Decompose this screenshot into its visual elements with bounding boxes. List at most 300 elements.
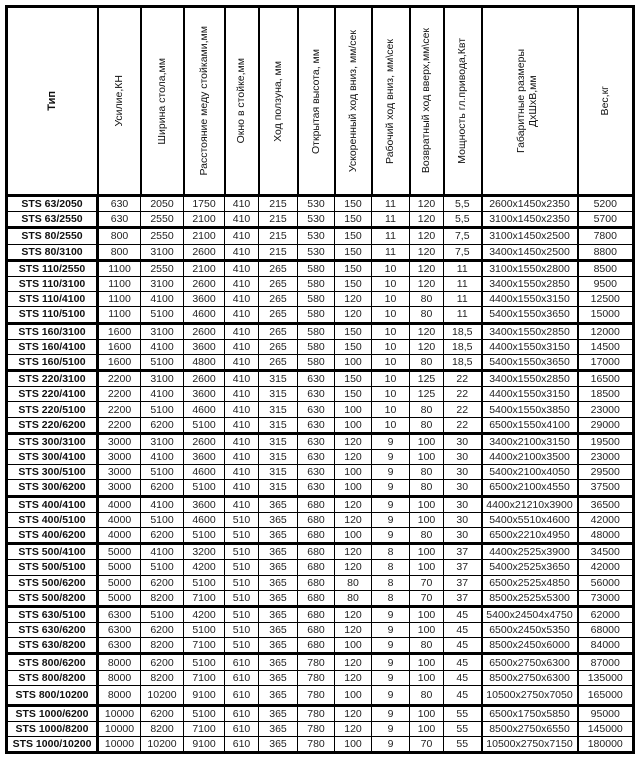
- power-cell: 22: [444, 402, 482, 417]
- working-speed-cell: 9: [372, 465, 410, 480]
- stroke-cell: 365: [259, 670, 298, 685]
- working-speed-cell: 10: [372, 371, 410, 387]
- type-cell: STS 500/6200: [7, 575, 98, 590]
- power-cell: 11: [444, 307, 482, 323]
- rapid-speed-cell: 100: [335, 417, 372, 433]
- stroke-cell: 265: [259, 354, 298, 370]
- stroke-cell: 365: [259, 606, 298, 622]
- power-cell: 37: [444, 590, 482, 606]
- dims-cell: 3400x1550x2850: [482, 371, 578, 387]
- stroke-cell: 365: [259, 705, 298, 721]
- open-height-cell: 580: [298, 307, 335, 323]
- dims-cell: 6500x2750x6300: [482, 654, 578, 670]
- stroke-cell: 265: [259, 276, 298, 291]
- rapid-speed-cell: 150: [335, 371, 372, 387]
- working-speed-cell: 9: [372, 480, 410, 496]
- table-row: [7, 737, 634, 753]
- weight-cell: 23000: [578, 402, 634, 417]
- return-speed-cell: 80: [410, 465, 444, 480]
- rapid-speed-cell: 120: [335, 512, 372, 527]
- rapid-speed-cell: 150: [335, 339, 372, 354]
- open-height-cell: 630: [298, 371, 335, 387]
- weight-cell: 14500: [578, 339, 634, 354]
- dims-cell: 8500x2750x6300: [482, 670, 578, 685]
- type-cell: STS 63/2050: [7, 196, 98, 212]
- distance-cell: 4600: [184, 307, 225, 323]
- dims-cell: 3400x1450x2500: [482, 244, 578, 260]
- window-cell: 410: [225, 433, 259, 449]
- distance-cell: 7100: [184, 638, 225, 654]
- return-speed-cell: 80: [410, 638, 444, 654]
- header-ram-stroke: Ход ползуна, мм: [259, 7, 298, 196]
- dims-cell: 4400x1550x3150: [482, 292, 578, 307]
- dims-cell: 6500x2100x4550: [482, 480, 578, 496]
- working-speed-cell: 8: [372, 575, 410, 590]
- force-cell: 5000: [98, 544, 141, 560]
- type-cell: STS 220/6200: [7, 417, 98, 433]
- working-speed-cell: 10: [372, 354, 410, 370]
- type-cell: STS 110/2550: [7, 260, 98, 276]
- rapid-speed-cell: 150: [335, 196, 372, 212]
- force-cell: 2200: [98, 371, 141, 387]
- open-height-cell: 680: [298, 560, 335, 575]
- window-cell: 510: [225, 512, 259, 527]
- open-height-cell: 630: [298, 387, 335, 402]
- force-cell: 6300: [98, 623, 141, 638]
- working-speed-cell: 9: [372, 496, 410, 512]
- force-cell: 1100: [98, 292, 141, 307]
- weight-cell: 5200: [578, 196, 634, 212]
- table-width-cell: 4100: [141, 450, 184, 465]
- header-return-up-speed: Возвратный ход вверх,мм\сек: [410, 7, 444, 196]
- working-speed-cell: 9: [372, 527, 410, 543]
- working-speed-cell: 9: [372, 722, 410, 737]
- rapid-speed-cell: 150: [335, 276, 372, 291]
- working-speed-cell: 9: [372, 670, 410, 685]
- header-column-window: Окно в стойке,мм: [225, 7, 259, 196]
- weight-cell: 73000: [578, 590, 634, 606]
- rapid-speed-cell: 150: [335, 323, 372, 339]
- header-table-width: Ширина стола,мм: [141, 7, 184, 196]
- return-speed-cell: 100: [410, 560, 444, 575]
- type-cell: STS 160/5100: [7, 354, 98, 370]
- table-width-cell: 2550: [141, 212, 184, 228]
- table-row: [7, 228, 634, 244]
- stroke-cell: 365: [259, 544, 298, 560]
- type-cell: STS 630/6200: [7, 623, 98, 638]
- force-cell: 630: [98, 212, 141, 228]
- dims-cell: 5400x2525x3650: [482, 560, 578, 575]
- weight-cell: 87000: [578, 654, 634, 670]
- table-width-cell: 8200: [141, 638, 184, 654]
- working-speed-cell: 8: [372, 560, 410, 575]
- open-height-cell: 780: [298, 705, 335, 721]
- return-speed-cell: 80: [410, 685, 444, 705]
- table-row: [7, 606, 634, 622]
- working-speed-cell: 10: [372, 260, 410, 276]
- type-cell: STS 400/5100: [7, 512, 98, 527]
- open-height-cell: 680: [298, 527, 335, 543]
- type-cell: STS 400/4100: [7, 496, 98, 512]
- window-cell: 510: [225, 606, 259, 622]
- force-cell: 4000: [98, 496, 141, 512]
- window-cell: 410: [225, 450, 259, 465]
- power-cell: 30: [444, 450, 482, 465]
- weight-cell: 180000: [578, 737, 634, 753]
- dims-cell: 4400x1550x3150: [482, 387, 578, 402]
- weight-cell: 16500: [578, 371, 634, 387]
- type-cell: STS 500/8200: [7, 590, 98, 606]
- rapid-speed-cell: 120: [335, 654, 372, 670]
- force-cell: 8000: [98, 670, 141, 685]
- distance-cell: 5100: [184, 705, 225, 721]
- table-width-cell: 3100: [141, 244, 184, 260]
- rapid-speed-cell: 100: [335, 402, 372, 417]
- window-cell: 410: [225, 307, 259, 323]
- window-cell: 510: [225, 544, 259, 560]
- window-cell: 510: [225, 623, 259, 638]
- weight-cell: 95000: [578, 705, 634, 721]
- distance-cell: 3600: [184, 387, 225, 402]
- weight-cell: 9500: [578, 276, 634, 291]
- distance-cell: 5100: [184, 575, 225, 590]
- table-row: [7, 387, 634, 402]
- stroke-cell: 315: [259, 402, 298, 417]
- return-speed-cell: 100: [410, 496, 444, 512]
- weight-cell: 17000: [578, 354, 634, 370]
- window-cell: 410: [225, 339, 259, 354]
- distance-cell: 4600: [184, 402, 225, 417]
- working-speed-cell: 10: [372, 323, 410, 339]
- open-height-cell: 580: [298, 339, 335, 354]
- dims-cell: 6500x2450x5350: [482, 623, 578, 638]
- window-cell: 610: [225, 737, 259, 753]
- window-cell: 510: [225, 560, 259, 575]
- return-speed-cell: 120: [410, 260, 444, 276]
- distance-cell: 5100: [184, 527, 225, 543]
- working-speed-cell: 9: [372, 685, 410, 705]
- table-width-cell: 5100: [141, 465, 184, 480]
- force-cell: 2200: [98, 402, 141, 417]
- return-speed-cell: 100: [410, 512, 444, 527]
- power-cell: 30: [444, 465, 482, 480]
- power-cell: 18,5: [444, 354, 482, 370]
- stroke-cell: 365: [259, 560, 298, 575]
- stroke-cell: 265: [259, 260, 298, 276]
- rapid-speed-cell: 100: [335, 480, 372, 496]
- weight-cell: 23000: [578, 450, 634, 465]
- dims-cell: 2600x1450x2350: [482, 196, 578, 212]
- open-height-cell: 630: [298, 465, 335, 480]
- power-cell: 30: [444, 496, 482, 512]
- force-cell: 630: [98, 196, 141, 212]
- rapid-speed-cell: 80: [335, 575, 372, 590]
- table-row: [7, 433, 634, 449]
- stroke-cell: 365: [259, 654, 298, 670]
- table-width-cell: 6200: [141, 575, 184, 590]
- power-cell: 30: [444, 480, 482, 496]
- rapid-speed-cell: 120: [335, 544, 372, 560]
- stroke-cell: 315: [259, 433, 298, 449]
- table-row: [7, 323, 634, 339]
- weight-cell: 165000: [578, 685, 634, 705]
- table-row: [7, 260, 634, 276]
- working-speed-cell: 9: [372, 737, 410, 753]
- return-speed-cell: 70: [410, 590, 444, 606]
- dims-cell: 3400x2100x3150: [482, 433, 578, 449]
- table-row: [7, 417, 634, 433]
- rapid-speed-cell: 150: [335, 228, 372, 244]
- type-cell: STS 160/3100: [7, 323, 98, 339]
- working-speed-cell: 9: [372, 638, 410, 654]
- window-cell: 410: [225, 354, 259, 370]
- stroke-cell: 315: [259, 387, 298, 402]
- force-cell: 4000: [98, 527, 141, 543]
- open-height-cell: 780: [298, 737, 335, 753]
- rapid-speed-cell: 120: [335, 623, 372, 638]
- stroke-cell: 315: [259, 465, 298, 480]
- force-cell: 1100: [98, 260, 141, 276]
- return-speed-cell: 100: [410, 450, 444, 465]
- open-height-cell: 780: [298, 654, 335, 670]
- return-speed-cell: 120: [410, 276, 444, 291]
- stroke-cell: 215: [259, 196, 298, 212]
- dims-cell: 8500x2525x5300: [482, 590, 578, 606]
- dims-cell: 6500x1750x5850: [482, 705, 578, 721]
- distance-cell: 7100: [184, 590, 225, 606]
- table-row: [7, 196, 634, 212]
- working-speed-cell: 11: [372, 244, 410, 260]
- open-height-cell: 580: [298, 276, 335, 291]
- working-speed-cell: 9: [372, 433, 410, 449]
- table-row: [7, 292, 634, 307]
- table-width-cell: 3100: [141, 433, 184, 449]
- weight-cell: 29500: [578, 465, 634, 480]
- dims-cell: 5400x1550x3650: [482, 354, 578, 370]
- weight-cell: 5700: [578, 212, 634, 228]
- force-cell: 3000: [98, 450, 141, 465]
- power-cell: 11: [444, 260, 482, 276]
- type-cell: STS 1000/6200: [7, 705, 98, 721]
- window-cell: 610: [225, 670, 259, 685]
- header-working-down-speed: Рабочий ход вниз, мм\сек: [372, 7, 410, 196]
- open-height-cell: 680: [298, 496, 335, 512]
- table-row: [7, 307, 634, 323]
- table-width-cell: 10200: [141, 685, 184, 705]
- return-speed-cell: 80: [410, 307, 444, 323]
- window-cell: 610: [225, 654, 259, 670]
- table-width-cell: 5100: [141, 606, 184, 622]
- type-cell: STS 220/3100: [7, 371, 98, 387]
- force-cell: 5000: [98, 590, 141, 606]
- header-row: [7, 7, 634, 196]
- distance-cell: 4200: [184, 560, 225, 575]
- power-cell: 30: [444, 433, 482, 449]
- dims-cell: 4400x1550x3150: [482, 339, 578, 354]
- table-row: [7, 575, 634, 590]
- dims-cell: 3400x1550x2850: [482, 276, 578, 291]
- force-cell: 5000: [98, 575, 141, 590]
- type-cell: STS 110/4100: [7, 292, 98, 307]
- window-cell: 410: [225, 292, 259, 307]
- table-row: [7, 354, 634, 370]
- open-height-cell: 680: [298, 590, 335, 606]
- force-cell: 3000: [98, 433, 141, 449]
- distance-cell: 3600: [184, 496, 225, 512]
- return-speed-cell: 100: [410, 433, 444, 449]
- table-header: [7, 7, 634, 196]
- type-cell: STS 63/2550: [7, 212, 98, 228]
- return-speed-cell: 100: [410, 722, 444, 737]
- force-cell: 6300: [98, 606, 141, 622]
- distance-cell: 4600: [184, 465, 225, 480]
- window-cell: 410: [225, 417, 259, 433]
- weight-cell: 18500: [578, 387, 634, 402]
- rapid-speed-cell: 120: [335, 496, 372, 512]
- type-cell: STS 1000/8200: [7, 722, 98, 737]
- window-cell: 410: [225, 465, 259, 480]
- return-speed-cell: 80: [410, 417, 444, 433]
- window-cell: 410: [225, 323, 259, 339]
- return-speed-cell: 120: [410, 339, 444, 354]
- table-width-cell: 2050: [141, 196, 184, 212]
- table-width-cell: 5100: [141, 354, 184, 370]
- window-cell: 410: [225, 196, 259, 212]
- power-cell: 45: [444, 654, 482, 670]
- working-speed-cell: 9: [372, 623, 410, 638]
- table-width-cell: 4100: [141, 387, 184, 402]
- table-row: [7, 544, 634, 560]
- window-cell: 510: [225, 575, 259, 590]
- working-speed-cell: 11: [372, 228, 410, 244]
- rapid-speed-cell: 80: [335, 590, 372, 606]
- table-width-cell: 6200: [141, 480, 184, 496]
- return-speed-cell: 120: [410, 323, 444, 339]
- dims-cell: 3100x1450x2350: [482, 212, 578, 228]
- stroke-cell: 365: [259, 737, 298, 753]
- open-height-cell: 530: [298, 196, 335, 212]
- stroke-cell: 265: [259, 307, 298, 323]
- window-cell: 410: [225, 244, 259, 260]
- type-cell: STS 500/5100: [7, 560, 98, 575]
- dims-cell: 5400x1550x3650: [482, 307, 578, 323]
- open-height-cell: 680: [298, 623, 335, 638]
- weight-cell: 8800: [578, 244, 634, 260]
- distance-cell: 2600: [184, 323, 225, 339]
- open-height-cell: 680: [298, 606, 335, 622]
- open-height-cell: 630: [298, 417, 335, 433]
- header-overall-dimensions: Габаритные размеры ДхШхВ,мм: [482, 7, 578, 196]
- stroke-cell: 315: [259, 371, 298, 387]
- return-speed-cell: 120: [410, 228, 444, 244]
- table-width-cell: 6200: [141, 527, 184, 543]
- open-height-cell: 780: [298, 670, 335, 685]
- stroke-cell: 365: [259, 623, 298, 638]
- distance-cell: 2600: [184, 433, 225, 449]
- power-cell: 37: [444, 575, 482, 590]
- table-row: [7, 212, 634, 228]
- rapid-speed-cell: 100: [335, 685, 372, 705]
- rapid-speed-cell: 120: [335, 722, 372, 737]
- force-cell: 6300: [98, 638, 141, 654]
- distance-cell: 4600: [184, 512, 225, 527]
- weight-cell: 15000: [578, 307, 634, 323]
- type-cell: STS 800/6200: [7, 654, 98, 670]
- table-width-cell: 3100: [141, 323, 184, 339]
- window-cell: 410: [225, 496, 259, 512]
- table-row: [7, 480, 634, 496]
- stroke-cell: 365: [259, 512, 298, 527]
- force-cell: 10000: [98, 705, 141, 721]
- type-cell: STS 630/8200: [7, 638, 98, 654]
- force-cell: 8000: [98, 685, 141, 705]
- dims-cell: 3100x1550x2800: [482, 260, 578, 276]
- force-cell: 8000: [98, 654, 141, 670]
- type-cell: STS 80/2550: [7, 228, 98, 244]
- distance-cell: 9100: [184, 685, 225, 705]
- type-cell: STS 300/6200: [7, 480, 98, 496]
- table-width-cell: 5100: [141, 560, 184, 575]
- distance-cell: 9100: [184, 737, 225, 753]
- weight-cell: 12000: [578, 323, 634, 339]
- return-speed-cell: 80: [410, 402, 444, 417]
- dims-cell: 5400x24504x4750: [482, 606, 578, 622]
- table-width-cell: 2550: [141, 260, 184, 276]
- header-weight: Вес,кг: [578, 7, 634, 196]
- table-row: [7, 654, 634, 670]
- weight-cell: 34500: [578, 544, 634, 560]
- power-cell: 45: [444, 685, 482, 705]
- dims-cell: 6500x1550x4100: [482, 417, 578, 433]
- window-cell: 410: [225, 480, 259, 496]
- rapid-speed-cell: 100: [335, 638, 372, 654]
- force-cell: 2200: [98, 417, 141, 433]
- stroke-cell: 315: [259, 480, 298, 496]
- distance-cell: 7100: [184, 722, 225, 737]
- force-cell: 3000: [98, 480, 141, 496]
- working-speed-cell: 11: [372, 212, 410, 228]
- table-row: [7, 371, 634, 387]
- weight-cell: 12500: [578, 292, 634, 307]
- weight-cell: 62000: [578, 606, 634, 622]
- power-cell: 5,5: [444, 212, 482, 228]
- table-row: [7, 722, 634, 737]
- dims-cell: 4400x21210x3900: [482, 496, 578, 512]
- stroke-cell: 265: [259, 339, 298, 354]
- table-row: [7, 527, 634, 543]
- header-open-height: Открытая высота, мм: [298, 7, 335, 196]
- power-cell: 7,5: [444, 244, 482, 260]
- window-cell: 410: [225, 260, 259, 276]
- window-cell: 410: [225, 371, 259, 387]
- table-width-cell: 10200: [141, 737, 184, 753]
- table-width-cell: 4100: [141, 496, 184, 512]
- stroke-cell: 365: [259, 722, 298, 737]
- window-cell: 410: [225, 387, 259, 402]
- header-type: Тип: [7, 7, 98, 196]
- weight-cell: 19500: [578, 433, 634, 449]
- open-height-cell: 580: [298, 292, 335, 307]
- power-cell: 55: [444, 722, 482, 737]
- power-cell: 30: [444, 527, 482, 543]
- distance-cell: 7100: [184, 670, 225, 685]
- table-row: [7, 590, 634, 606]
- weight-cell: 42000: [578, 560, 634, 575]
- window-cell: 410: [225, 228, 259, 244]
- force-cell: 1600: [98, 323, 141, 339]
- type-cell: STS 220/4100: [7, 387, 98, 402]
- rapid-speed-cell: 120: [335, 606, 372, 622]
